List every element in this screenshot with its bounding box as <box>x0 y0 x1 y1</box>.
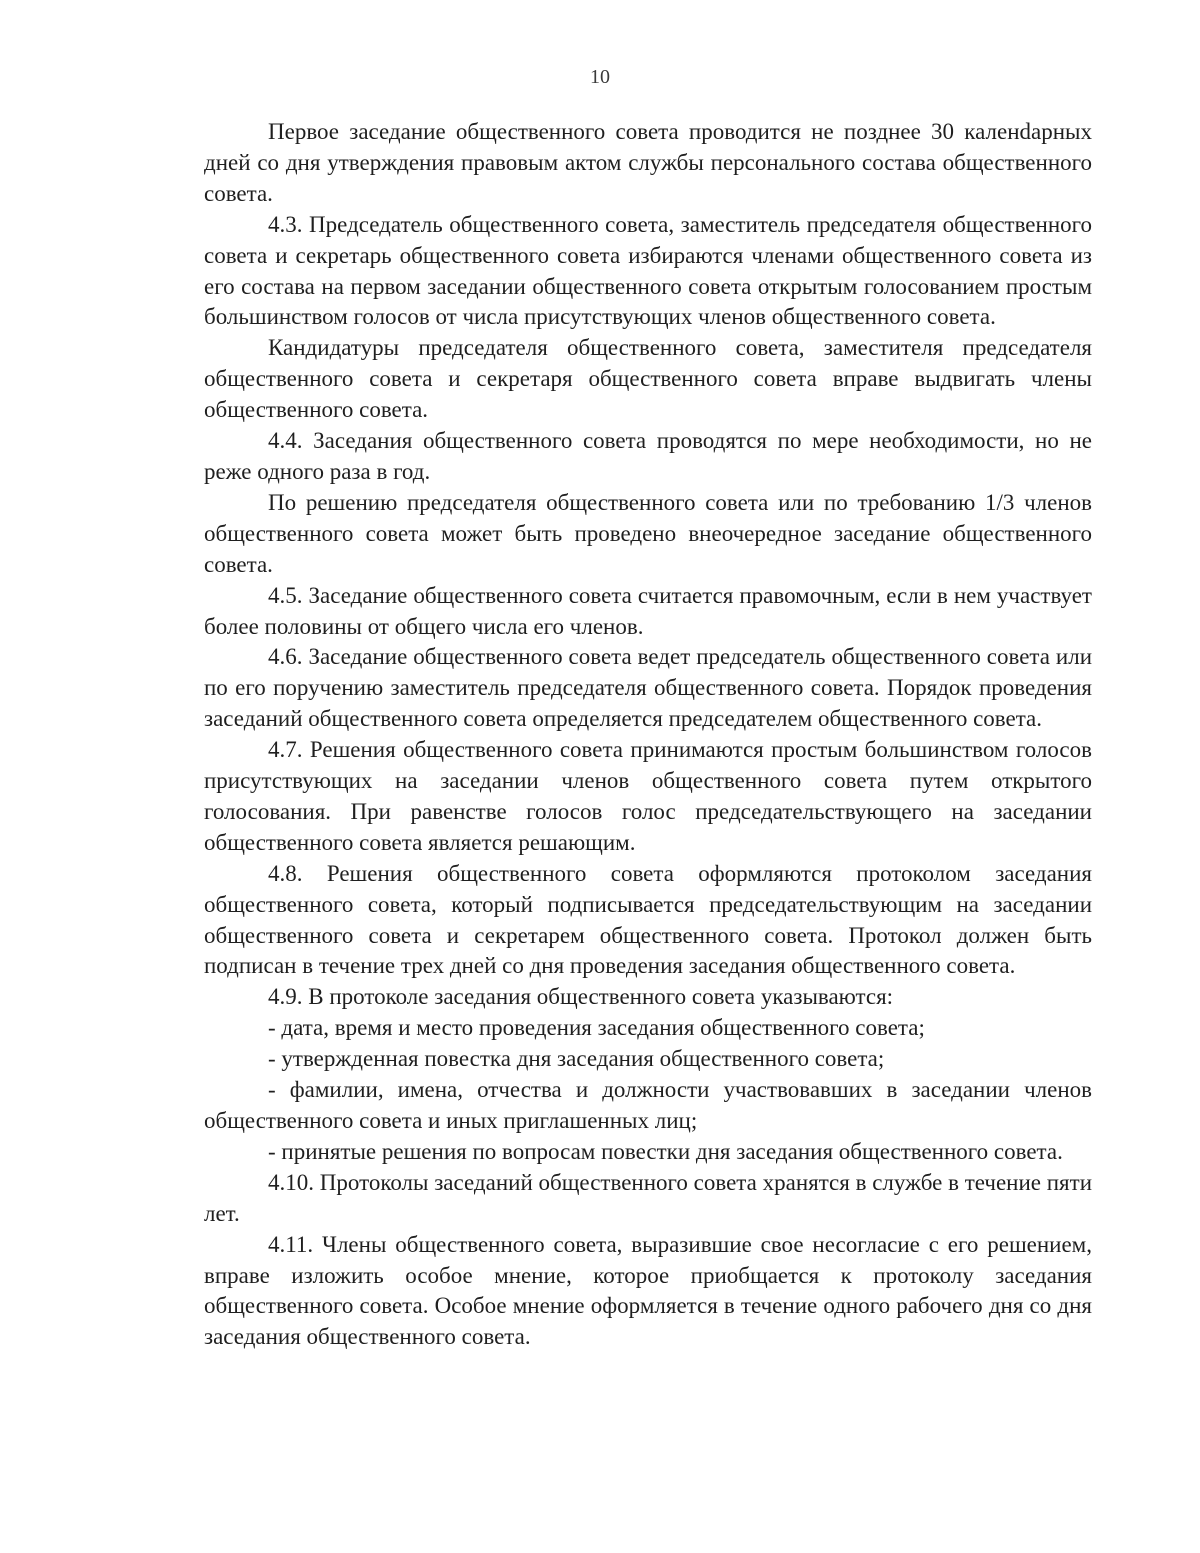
list-item: - фамилии, имена, отчества и должности участвовавших в заседании членов общественного совета и иных приглашенных лиц; <box>204 1077 1092 1133</box>
list-item: - принятые решения по вопросам повестки дня заседания общественного совета. <box>268 1138 1063 1164</box>
paragraph: 4.11. Члены общественного совета, выразившие свое несогласие с его решением, вправе изложить особое мнение, которое приобщается к протоколу заседания общественного совета. Особое мнение оформляется в течение одного рабочего дня со дня заседания общественного совета. <box>204 1231 1092 1350</box>
paragraph: 4.7. Решения общественного совета принимаются простым большинством голосов присутствующих на заседании членов общественного совета путем открытого голосования. При равенстве голосов голос председательствующего на заседании общественного совета является решающим. <box>204 737 1092 855</box>
document-body <box>204 117 1092 1353</box>
paragraph: 4.5. Заседание общественного совета считается правомочным, если в нем участвует более половины от общего числа его членов. <box>204 582 1092 639</box>
paragraph: 4.3. Председатель общественного совета, заместитель председателя общественного совета и секретарь общественного совета избираются членами общественного совета из его состава на первом заседании общественного совета открытым голосованием простым большинством голосов от числа присутствующих членов общественного совета. <box>204 211 1092 330</box>
paragraph: 4.9. В протоколе заседания общественного совета указываются: <box>268 984 894 1010</box>
paragraph: Первое заседание общественного совета проводится не позднее 30 каленdарных дней со дня утверждения правовым актом службы персонального состава общественного совета. <box>204 119 1092 206</box>
paragraph: 4.8. Решения общественного совета оформляются протоколом заседания общественного совета, который подписывается председательствующим на заседании общественного совета и секретарем общественного совета. Протокол должен быть подписан в течение трех дней со дня проведения заседания общественного совета. <box>204 860 1092 979</box>
paragraph: 4.4. Заседания общественного совета проводятся по мере необходимости, но не реже одного раза в год. <box>204 428 1092 484</box>
page-number: 10 <box>590 66 610 88</box>
paragraph: 4.10. Протоколы заседаний общественного совета хранятся в службе в течение пяти лет. <box>204 1169 1092 1226</box>
paragraph: Кандидатуры председателя общественного совета, заместителя председателя общественного совета и секретаря общественного совета вправе выдвигать члены общественного совета. <box>204 335 1092 423</box>
paragraph: По решению председателя общественного совета или по требованию 1/3 членов общественного совета может быть проведено внеочередное заседание общественного совета. <box>204 489 1092 577</box>
paragraph: 4.6. Заседание общественного совета ведет председатель общественного совета или по его поручению заместитель председателя общественного совета. Порядок проведения заседаний общественного совета определяется председателем общественного совета. <box>204 644 1092 732</box>
list-item: - утвержденная повестка дня заседания общественного совета; <box>268 1046 885 1072</box>
list-item: - дата, время и место проведения заседания общественного совета; <box>268 1015 925 1041</box>
